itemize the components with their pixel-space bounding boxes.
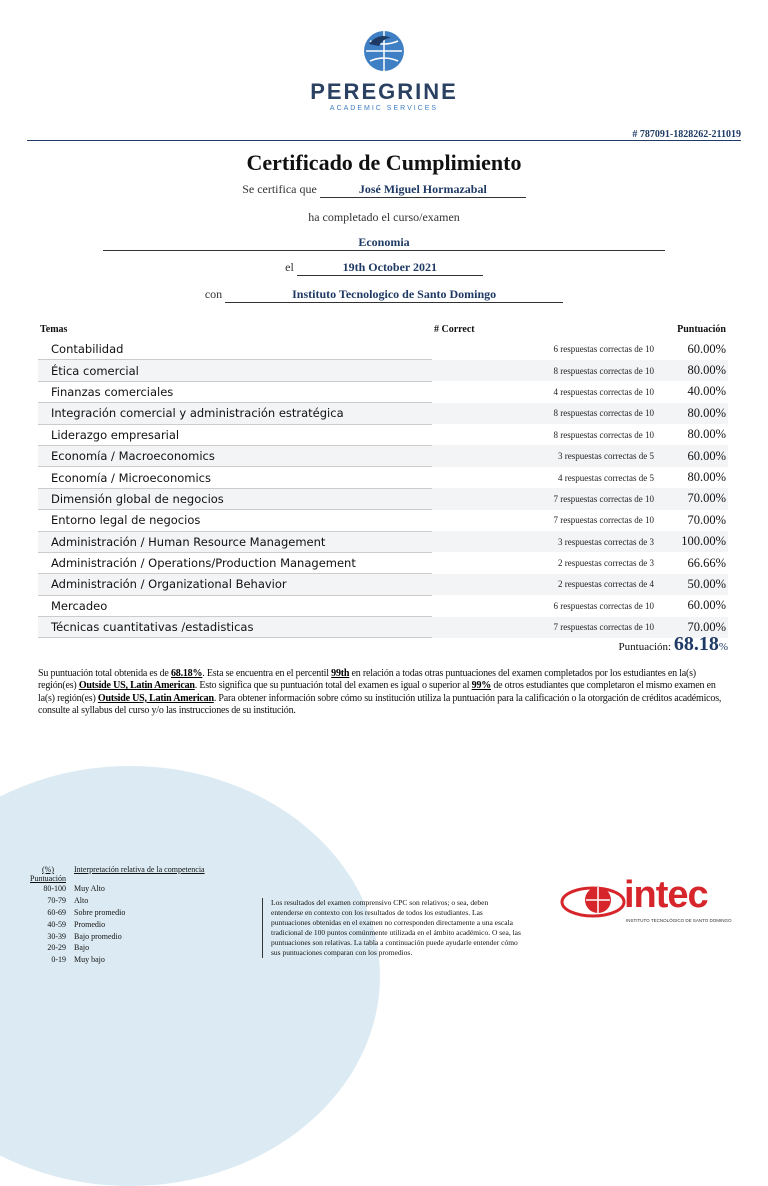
- intec-logo: [560, 874, 732, 928]
- table-row: [38, 488, 728, 509]
- legend-row: [26, 883, 209, 895]
- para-percent: 99%: [471, 680, 492, 692]
- correct-cell: 2 respuestas correctas de 3: [558, 558, 654, 569]
- score-cell: 80.00%: [687, 470, 726, 485]
- legend-row: [26, 942, 209, 954]
- legend-head-interp: Interpretación relativa de la competencia: [74, 865, 205, 874]
- topic-cell: Técnicas cuantitativas /estadisticas: [38, 617, 432, 638]
- score-cell: 70.00%: [666, 488, 728, 509]
- legend-range: 20-29: [47, 943, 66, 953]
- col-topic: Temas: [40, 324, 68, 335]
- topic-cell: Liderazgo empresarial: [38, 424, 432, 445]
- globe-bird-icon: [361, 28, 407, 74]
- date-label: el: [285, 260, 294, 274]
- topics-table: [38, 322, 728, 638]
- legend-label: Alto: [74, 896, 89, 906]
- legend-row: [26, 918, 209, 930]
- legend-label: Bajo promedio: [74, 931, 122, 941]
- table-row: [38, 467, 728, 488]
- date-line: [0, 260, 768, 276]
- correct-cell: 6 respuestas correctas de 10: [553, 600, 654, 611]
- table-header: [38, 322, 728, 339]
- with-label: con: [204, 287, 223, 301]
- topic-cell: Economía / Microeconomics: [38, 467, 432, 488]
- legend-head-score-label: Puntuación: [30, 874, 66, 883]
- para-text-1: Su puntuación total obtenida es de: [38, 668, 171, 679]
- legend-head-pct: (%): [42, 865, 54, 874]
- course-line: [103, 235, 665, 251]
- score-cell: 50.00%: [666, 574, 728, 595]
- total-label: Puntuación:: [618, 641, 672, 653]
- legend-table: [26, 865, 209, 966]
- table-row: [38, 360, 728, 381]
- topic-cell: Administración / Human Resource Management: [38, 531, 432, 552]
- table-row: [38, 510, 728, 531]
- legend-range: 70-79: [47, 896, 66, 906]
- table-row: [38, 381, 728, 402]
- para-text-2: . Esta se encuentra en el percentil: [202, 668, 332, 679]
- institution-name: Instituto Tecnologico de Santo Domingo: [225, 287, 563, 303]
- correct-cell: 8 respuestas correctas de 10: [553, 429, 654, 440]
- correct-cell: 3 respuestas correctas de 3: [432, 531, 666, 552]
- peregrine-logo: [0, 28, 768, 112]
- table-row: [38, 445, 728, 466]
- table-row: [38, 531, 728, 552]
- total-score: [619, 633, 728, 656]
- certificate-number: # 787091-1828262-211019: [632, 129, 741, 140]
- correct-cell: 7 respuestas correctas de 10: [553, 515, 654, 526]
- course-name: Economia: [103, 235, 665, 251]
- topic-cell: Administración / Organizational Behavior: [38, 574, 432, 595]
- topic-cell: Economía / Macroeconomics: [38, 445, 432, 466]
- institution-line: [0, 287, 768, 303]
- legend-label: Sobre promedio: [74, 907, 126, 917]
- correct-cell: 7 respuestas correctas de 10: [432, 617, 666, 638]
- legend-row: [26, 895, 209, 907]
- table-row: [38, 424, 728, 445]
- table-row: [38, 595, 728, 616]
- para-text-5: de otros estudiantes que completaron el mismo examen en la(s) región(es): [38, 680, 716, 704]
- student-name: José Miguel Hormazabal: [320, 182, 526, 198]
- correct-cell: 8 respuestas correctas de 10: [432, 360, 666, 381]
- table-row: [38, 574, 728, 595]
- correct-cell: 3 respuestas correctas de 5: [432, 445, 666, 466]
- score-explanation: [38, 668, 728, 718]
- topic-cell: Administración / Operations/Production Management: [38, 552, 432, 573]
- certify-line: [0, 182, 768, 198]
- table-body: [38, 339, 728, 638]
- topic-cell: Integración comercial y administración estratégica: [38, 403, 432, 424]
- correct-cell: 8 respuestas correctas de 10: [432, 403, 666, 424]
- background-shape: [0, 766, 380, 1186]
- legend-row: [26, 930, 209, 942]
- score-cell: 80.00%: [666, 360, 728, 381]
- score-cell: 66.66%: [687, 555, 726, 570]
- score-cell: 60.00%: [687, 341, 726, 356]
- completed-label: ha completado el curso/examen: [308, 210, 460, 224]
- table-row: [38, 552, 728, 573]
- legend-range: 80-100: [43, 884, 66, 894]
- para-text-3: en relación a todas otras puntuaciones del examen completados por los estudiantes en la(s) región(es): [38, 668, 696, 692]
- logo-name: PEREGRINE: [310, 79, 458, 104]
- certify-label: Se certifica que: [242, 182, 317, 196]
- legend-head-score: [26, 865, 70, 883]
- certificate-title: Certificado de Cumplimiento: [246, 150, 522, 175]
- legend-range: 40-59: [47, 919, 66, 929]
- score-cell: 60.00%: [666, 445, 728, 466]
- topic-cell: Finanzas comerciales: [38, 381, 432, 402]
- col-score: Puntuación: [677, 324, 726, 335]
- correct-cell: 6 respuestas correctas de 10: [553, 344, 654, 355]
- correct-cell: 4 respuestas correctas de 10: [553, 386, 654, 397]
- table-row: [38, 403, 728, 424]
- intec-globe-icon: [560, 880, 626, 924]
- score-cell: 100.00%: [666, 531, 728, 552]
- score-cell: 80.00%: [687, 427, 726, 442]
- table-row: [38, 339, 728, 360]
- legend-label: Muy bajo: [74, 955, 105, 965]
- exam-date: 19th October 2021: [297, 260, 483, 276]
- legend-label: Muy Alto: [74, 884, 105, 894]
- correct-cell: 2 respuestas correctas de 4: [432, 574, 666, 595]
- para-text-6: . Para obtener información sobre cómo su institución utiliza la puntuación para la calificación o la otorgación de créditos académicos, consulte al syllabus del curso y/o las instrucciones de su institución.: [38, 692, 722, 717]
- results-note: Los resultados del examen comprensivo CPC son relativos; o sea, deben entenderse en contexto con los resultados de todos los estudiantes. Las puntuaciones obtenidas en el examen no corresponden directamente a una escala tradicional de 100 puntos comúnmente utilizada en el ámbito académico. O sea, las puntuaciones son relativas. La tabla a continuación puede ayudarle entender cómo sus puntuaciones comparan con los promedios.: [262, 898, 521, 958]
- para-text-4: . Esto significa que su puntuación total del examen es igual o superior al: [194, 680, 472, 692]
- legend-range: 60-69: [47, 907, 66, 917]
- topic-cell: Entorno legal de negocios: [38, 510, 432, 531]
- col-correct: # Correct: [434, 324, 475, 335]
- correct-cell: 4 respuestas correctas de 5: [558, 472, 654, 483]
- legend-row: [26, 954, 209, 966]
- score-cell: 80.00%: [666, 403, 728, 424]
- para-region-1: Outside US, Latin American: [78, 680, 195, 692]
- legend-header: [26, 865, 209, 883]
- score-cell: 40.00%: [687, 384, 726, 399]
- legend-label: Promedio: [74, 919, 106, 929]
- correct-cell: 7 respuestas correctas de 10: [432, 488, 666, 509]
- legend-range: 0-19: [51, 955, 66, 965]
- legend-range: 30-39: [47, 931, 66, 941]
- score-legend: [26, 865, 209, 966]
- logo-subtitle: ACADEMIC SERVICES: [329, 105, 439, 112]
- para-region-2: Outside US, Latin American: [97, 692, 214, 704]
- score-cell: 70.00%: [687, 512, 726, 527]
- topic-cell: Ética comercial: [38, 360, 432, 381]
- topic-cell: Dimensión global de negocios: [38, 488, 432, 509]
- para-percentile: 99th: [331, 668, 350, 679]
- intec-name: intec: [624, 874, 708, 916]
- legend-row: [26, 907, 209, 919]
- score-cell: 60.00%: [687, 598, 726, 613]
- intec-subtitle: INSTITUTO TECNOLÓGICO DE SANTO DOMINGO: [626, 918, 732, 923]
- header-divider: [27, 140, 741, 141]
- topic-cell: Contabilidad: [38, 339, 432, 360]
- legend-label: Bajo: [74, 943, 90, 953]
- para-score: 68.18%: [170, 668, 203, 679]
- total-unit: %: [718, 641, 728, 653]
- topic-cell: Mercadeo: [38, 595, 432, 616]
- legend-body: [26, 883, 209, 966]
- total-value: 68.18: [673, 633, 719, 655]
- score-cell: 70.00%: [666, 617, 728, 638]
